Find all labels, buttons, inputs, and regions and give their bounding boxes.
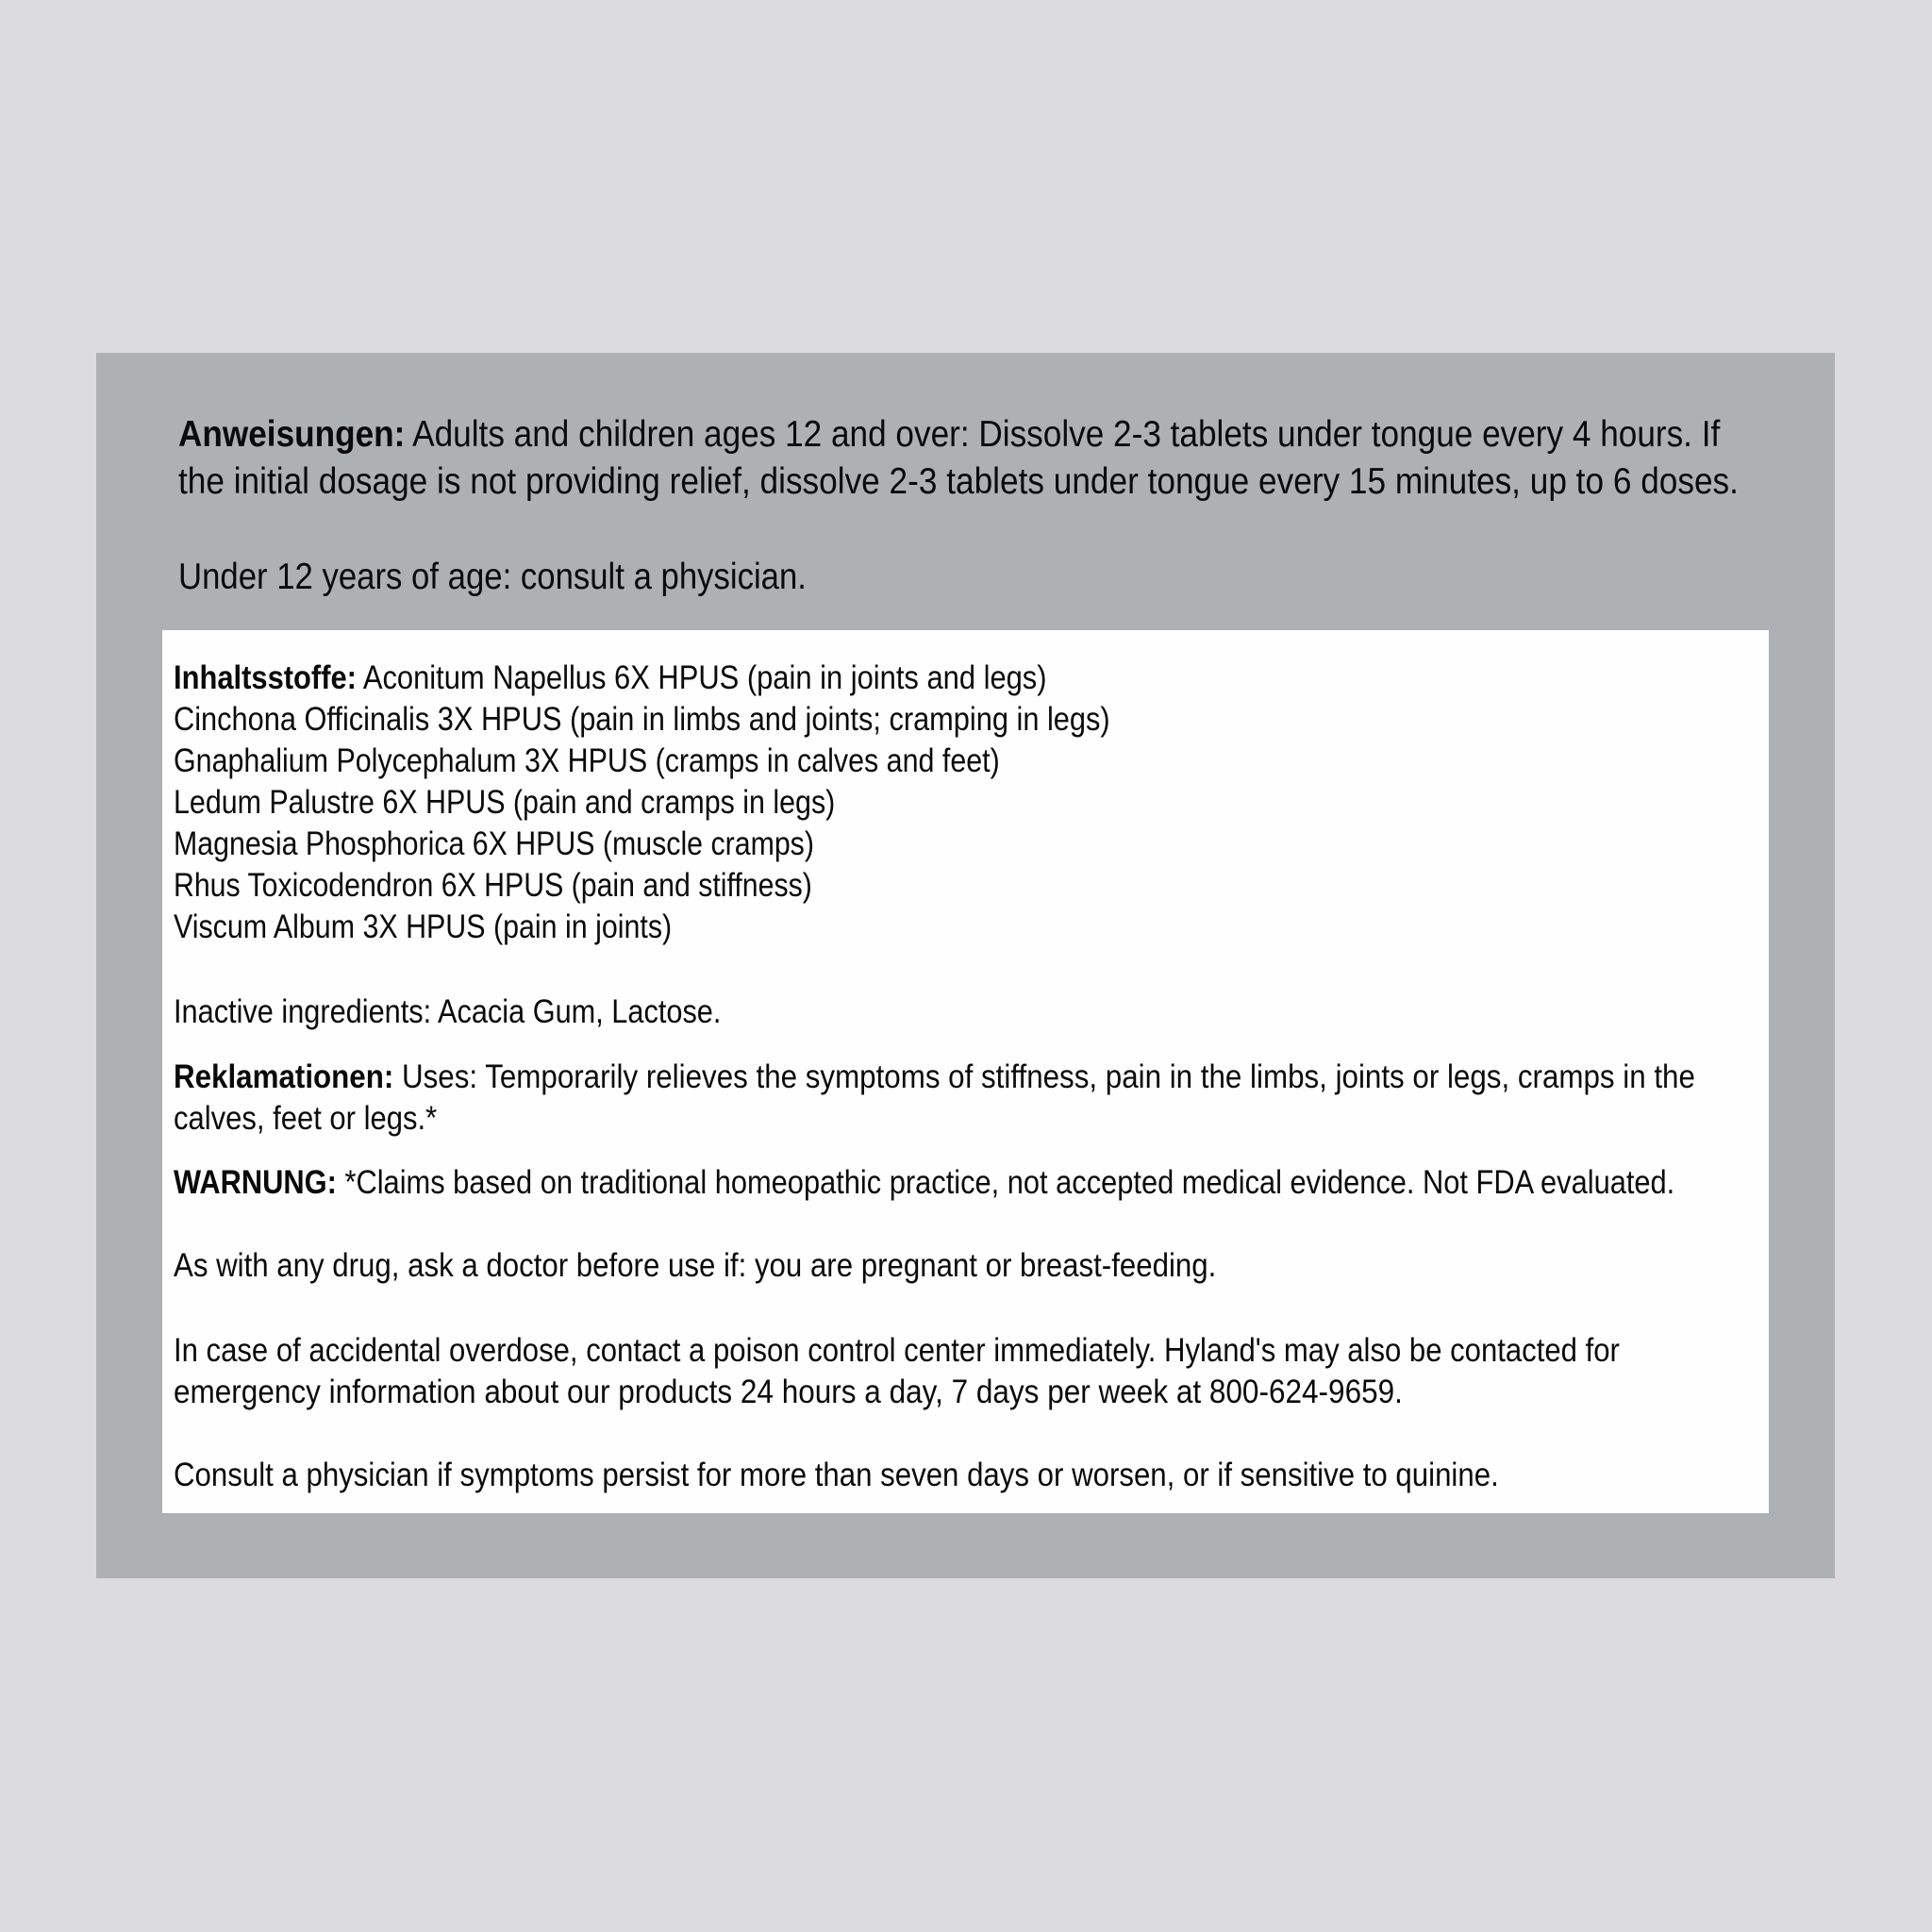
ingredient-item: Gnaphalium Polycephalum 3X HPUS (cramps in calves and feet) — [174, 742, 1000, 780]
ingredient-line-1 — [174, 659, 1047, 697]
ingredient-item: Aconitum Napellus 6X HPUS (pain in joints and legs) — [356, 659, 1047, 697]
ingredient-item: Cinchona Officinalis 3X HPUS (pain in limbs and joints; cramping in legs) — [174, 701, 1110, 739]
ingredient-line-5 — [174, 825, 814, 863]
directions-under-12-text: Under 12 years of age: consult a physician. — [178, 556, 807, 597]
directions-label: Anweisungen: — [178, 413, 406, 455]
ingredient-line-6 — [174, 867, 812, 905]
warning-line — [174, 1164, 1675, 1202]
directions-line-1 — [178, 413, 1721, 455]
overdose-warning-text-2: emergency information about our products 24 hours a day, 7 days per week at 800-624-9659. — [174, 1374, 1403, 1411]
directions-text-2: the initial dosage is not providing relief, dissolve 2-3 tablets under tongue every 15 minutes, up to 6 doses. — [178, 460, 1739, 502]
claims-line-2 — [174, 1100, 438, 1138]
directions-under-12 — [178, 558, 807, 595]
inactive-ingredients-text: Inactive ingredients: Acacia Gum, Lactose. — [174, 993, 722, 1031]
pregnancy-warning-text: As with any drug, ask a doctor before use if: you are pregnant or breast-feeding. — [174, 1247, 1217, 1285]
pregnancy-warning — [174, 1247, 1217, 1285]
claims-text-2: calves, feet or legs.* — [174, 1100, 438, 1138]
warning-label: WARNUNG: — [174, 1164, 337, 1202]
inactive-ingredients — [174, 993, 722, 1031]
claims-line-1 — [174, 1058, 1695, 1096]
claims-label: Reklamationen: — [174, 1058, 394, 1096]
consult-physician-text: Consult a physician if symptoms persist for more than seven days or worsen, or if sensitive to quinine. — [174, 1457, 1499, 1494]
warning-text: *Claims based on traditional homeopathic practice, not accepted medical evidence. Not FDA evaluated. — [336, 1164, 1675, 1202]
claims-text-1: Uses: Temporarily relieves the symptoms of stiffness, pain in the limbs, joints or legs, cramps in the — [393, 1058, 1695, 1096]
ingredient-item: Magnesia Phosphorica 6X HPUS (muscle cramps) — [174, 825, 814, 863]
ingredient-item: Viscum Album 3X HPUS (pain in joints) — [174, 908, 673, 946]
overdose-warning-line-1 — [174, 1332, 1620, 1370]
directions-text-1: Adults and children ages 12 and over: Dissolve 2-3 tablets under tongue every 4 hours. If — [405, 413, 1721, 455]
overdose-warning-text-1: In case of accidental overdose, contact a poison control center immediately. Hyland's may also be contacted for — [174, 1332, 1620, 1370]
ingredient-line-7 — [174, 908, 673, 946]
ingredient-line-2 — [174, 701, 1110, 739]
ingredient-item: Ledum Palustre 6X HPUS (pain and cramps in legs) — [174, 784, 836, 822]
ingredients-label: Inhaltsstoffe: — [174, 659, 357, 697]
consult-physician-warning — [174, 1457, 1499, 1494]
directions-line-2 — [178, 460, 1739, 502]
ingredient-line-3 — [174, 742, 1000, 780]
overdose-warning-line-2 — [174, 1374, 1403, 1411]
ingredient-line-4 — [174, 784, 836, 822]
ingredient-item: Rhus Toxicodendron 6X HPUS (pain and stiffness) — [174, 867, 812, 905]
